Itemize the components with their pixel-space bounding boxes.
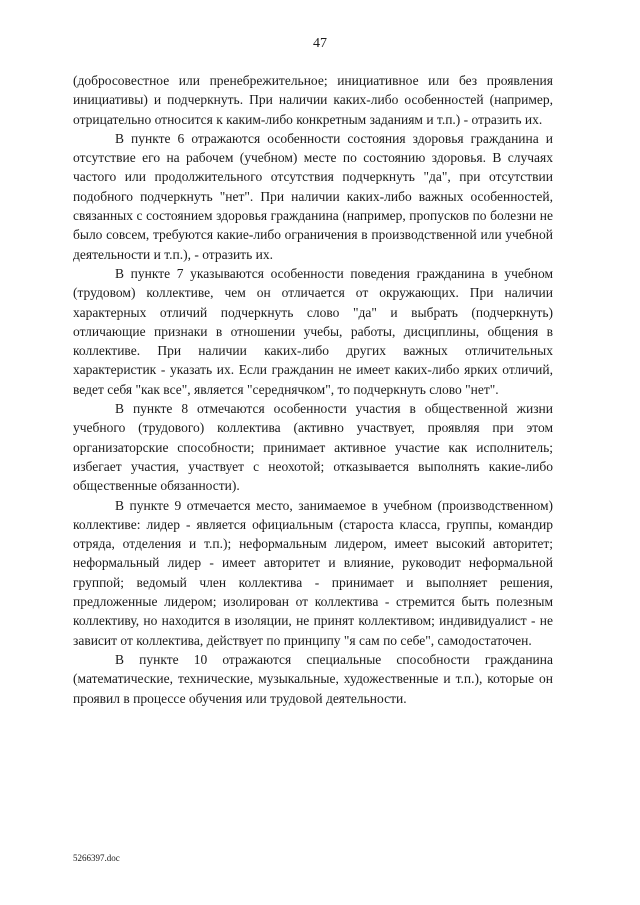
paragraph-continuation: (добросовестное или пренебрежительное; инициативное или без проявления инициативы) и подчеркнуть. При наличии каких-либо особенностей (например, отрицательно относится к каким-либо конкретным заданиям и т.п.) - отразить их.: [73, 73, 553, 127]
page-number: 47: [313, 36, 327, 51]
paragraph-item-9: В пункте 9 отмечается место, занимаемое в учебном (производственном) коллективе: лидер - является официальным (староста класса, группы, командир отряда, отделения и т.п.); неформальным лидером, имеет высокий авторитет; неформальный лидер - имеет авторитет и влияние, руководит неформальной группой; ведомый член коллектива - принимает и выполняет решения, предложенные лидером; изолирован от коллектива - стремится быть полезным коллективу, но находится в изоляции, не принят коллективом; индивидуалист - не зависит от коллектива, действует по принципу "я сам по себе", самодостаточен.: [73, 497, 553, 648]
paragraph-item-10: В пункте 10 отражаются специальные способности гражданина (математические, технические, музыкальные, художественные и т.п.), которые он проявил в процессе обучения или трудовой деятельности.: [73, 651, 553, 706]
file-name-footer: 5266397.doc: [73, 853, 120, 863]
paragraph-item-6: В пункте 6 отражаются особенности состояния здоровья гражданина и отсутствие его на рабочем (учебном) месте по состоянию здоровья. В случаях частого или продолжительного отсутствия подчеркнуть "да", при отсутствии подобного подчеркнуть "нет". При наличии каких-либо важных особенностей, связанных с состоянием здоровья гражданина (например, пропусков по болезни не было совсем, требуются какие-либо ограничения в производственной или учебной деятельности и т.п.), - отразить их.: [73, 130, 553, 262]
paragraph-item-8: В пункте 8 отмечаются особенности участия в общественной жизни учебного (трудового) коллектива (активно участвует, проявляя при этом организаторские способности; принимает активное участие как исполнитель; избегает участия, участвует с неохотой; отказывается выполнять какие-либо общественные обязанности).: [73, 401, 553, 494]
document-body: [73, 71, 553, 708]
paragraph-item-7: В пункте 7 указываются особенности поведения гражданина в учебном (трудовом) коллективе, чем он отличается от окружающих. При наличии характерных отличий подчеркнуть слово "да" и выбрать (подчеркнуть) отличающие признаки в отношении учебы, работы, дисциплины, общения в коллективе. При наличии каких-либо других важных отличительных характеристик - указать их. Если гражданин не имеет каких-либо ярких отличий, ведет себя "как все", является "середнячком", то подчеркнуть слово "нет".: [73, 265, 553, 397]
